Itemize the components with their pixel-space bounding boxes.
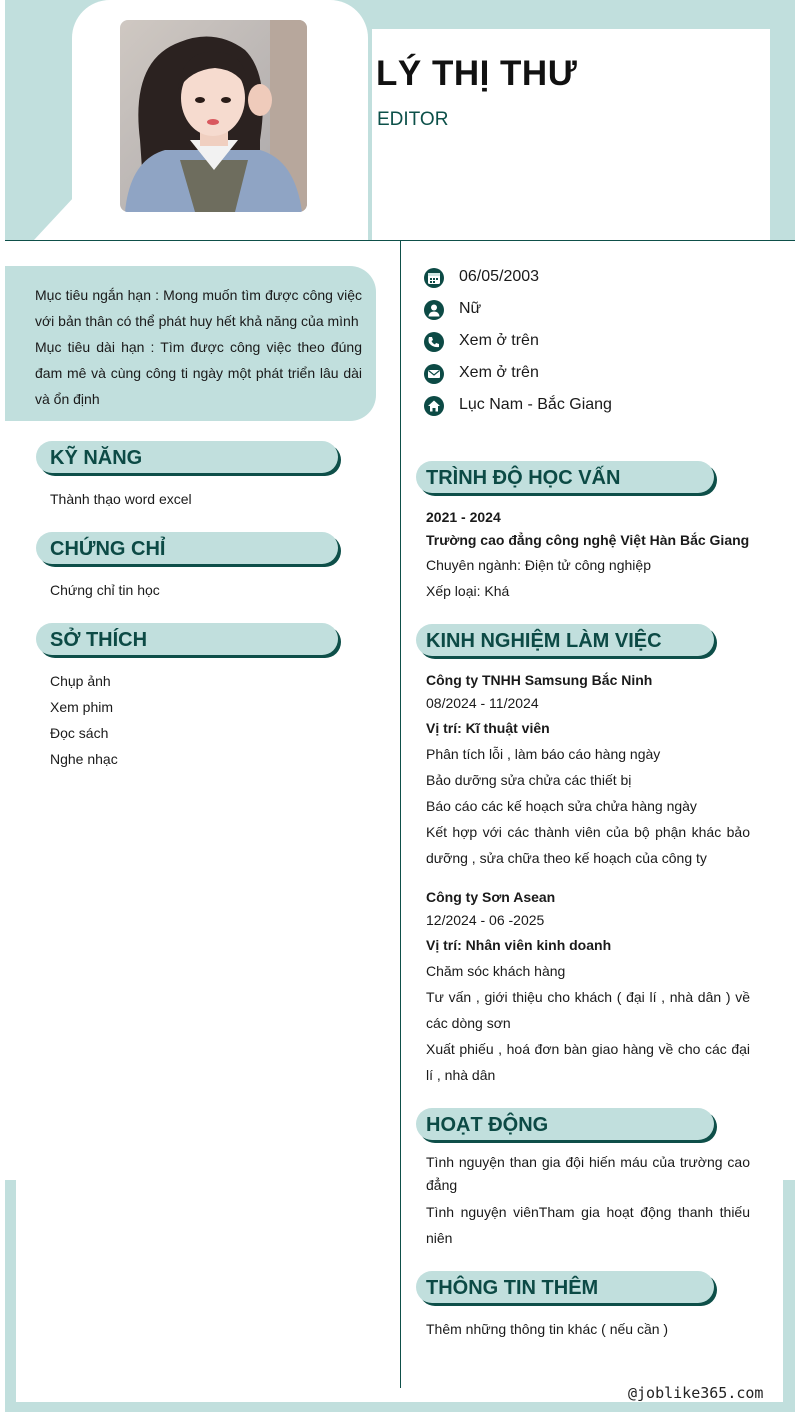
job-title: EDITOR bbox=[377, 109, 449, 130]
phone-icon bbox=[424, 332, 444, 352]
job-position: Vị trí: Nhân viên kinh doanh bbox=[426, 937, 612, 953]
job-company: Công ty TNHH Samsung Bắc Ninh bbox=[426, 672, 653, 688]
frame-bottom bbox=[5, 1402, 795, 1412]
education-grade: Xếp loại: Khá bbox=[426, 583, 510, 599]
watermark: @joblike365.com bbox=[628, 1384, 764, 1402]
dob-value: 06/05/2003 bbox=[459, 268, 540, 285]
job-duty: Xuất phiếu , hoá đơn bàn giao hàng về cho các đại lí , nhà dân bbox=[426, 1041, 750, 1083]
certificate-item: Chứng chỉ tin học bbox=[50, 582, 160, 598]
photo-frame-corner bbox=[34, 197, 74, 240]
job-period: 08/2024 - 11/2024 bbox=[426, 695, 539, 711]
activities-heading: HOẠT ĐỘNG bbox=[416, 1108, 714, 1140]
education-school: Trường cao đẳng công nghệ Việt Hàn Bắc Giang bbox=[426, 532, 750, 548]
email-value: Xem ở trên bbox=[459, 364, 539, 381]
job-duty: Bảo dưỡng sửa chửa các thiết bị bbox=[426, 772, 632, 788]
hobbies-heading: SỞ THÍCH bbox=[36, 623, 338, 655]
job-period: 12/2024 - 06 -2025 bbox=[426, 912, 545, 928]
job-duty: Chăm sóc khách hàng bbox=[426, 963, 566, 979]
certificates-heading: CHỨNG CHỈ bbox=[36, 532, 338, 564]
job-duty: Báo cáo các kế hoạch sửa chửa hàng ngày bbox=[426, 798, 697, 814]
frame-right bbox=[783, 1180, 795, 1412]
avatar bbox=[120, 20, 307, 212]
job-duty: Phân tích lỗi , làm báo cáo hàng ngày bbox=[426, 746, 661, 762]
hobby-item: Nghe nhạc bbox=[50, 751, 118, 767]
email-icon bbox=[424, 364, 444, 384]
hobby-item: Xem phim bbox=[50, 699, 114, 715]
activity-item: Tình nguyện than gia đội hiến máu của trường cao đẳng bbox=[426, 1154, 750, 1193]
user-icon bbox=[424, 300, 444, 320]
career-objective bbox=[5, 266, 376, 421]
address-value: Lục Nam - Bắc Giang bbox=[459, 396, 612, 413]
activity-item: Tình nguyện viênTham gia hoạt động thanh thiếu niên bbox=[426, 1204, 750, 1246]
skills-heading: KỸ NĂNG bbox=[36, 441, 338, 473]
objective-short: Mục tiêu ngắn hạn : Mong muốn tìm được công việc với bản thân có thể phát huy hết khả năng của mình bbox=[35, 287, 362, 329]
frame-left bbox=[5, 1180, 16, 1412]
additional-heading: THÔNG TIN THÊM bbox=[416, 1271, 714, 1303]
hobby-item: Chụp ảnh bbox=[50, 673, 111, 689]
job-company: Công ty Sơn Asean bbox=[426, 889, 556, 905]
job-duty: Kết hợp với các thành viên của bộ phận khác bảo dưỡng , sửa chữa theo kế hoạch của công ty bbox=[426, 824, 750, 866]
hobby-item: Đọc sách bbox=[50, 725, 109, 741]
phone-value: Xem ở trên bbox=[459, 332, 539, 349]
objective-long: Mục tiêu dài hạn : Tìm được công việc theo đúng đam mê và cùng công ti ngày một phát triển lâu dài và ổn định bbox=[35, 339, 362, 407]
gender-value: Nữ bbox=[459, 300, 482, 317]
job-duty: Tư vấn , giới thiệu cho khách ( đại lí , nhà dân ) về các dòng sơn bbox=[426, 989, 750, 1031]
column-divider bbox=[400, 241, 401, 1388]
education-major: Chuyên ngành: Điện tử công nghiệp bbox=[426, 557, 651, 573]
home-icon bbox=[424, 396, 444, 416]
job-position: Vị trí: Kĩ thuật viên bbox=[426, 720, 550, 736]
education-heading: TRÌNH ĐỘ HỌC VẤN bbox=[416, 461, 714, 493]
skill-item: Thành thạo word excel bbox=[50, 491, 192, 507]
additional-text: Thêm những thông tin khác ( nếu cần ) bbox=[426, 1321, 669, 1337]
candidate-name: LÝ THỊ THƯ bbox=[376, 54, 578, 93]
education-period: 2021 - 2024 bbox=[426, 509, 501, 525]
experience-heading: KINH NGHIỆM LÀM VIỆC bbox=[416, 624, 714, 656]
calendar-icon bbox=[424, 268, 444, 288]
